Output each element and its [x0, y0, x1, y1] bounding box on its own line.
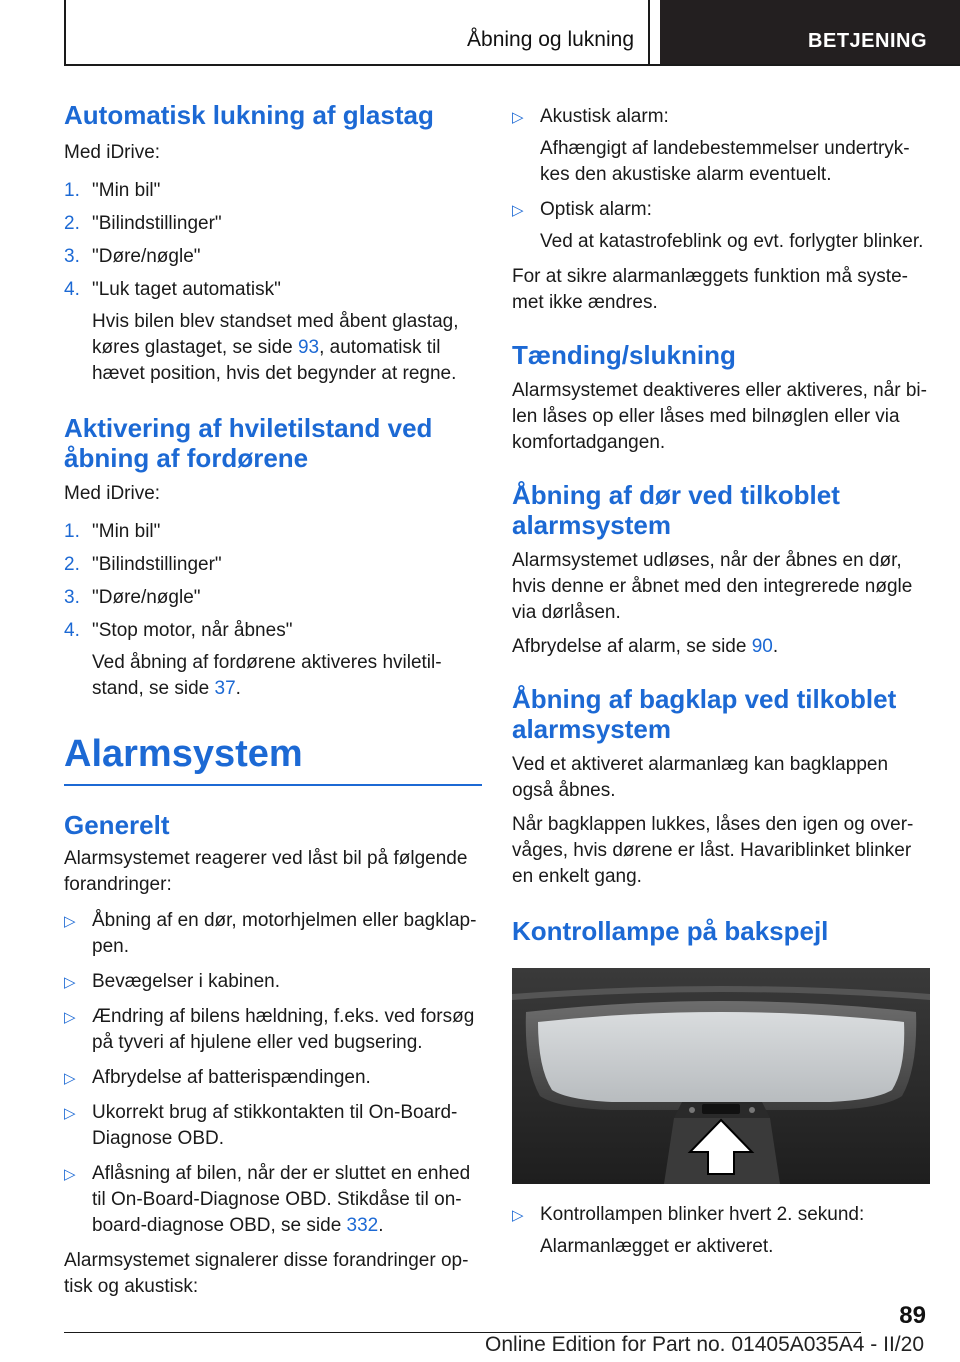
list-item: [64, 552, 482, 578]
page-link-93[interactable]: 93: [297, 337, 320, 358]
tailgate-text-1: Ved et aktiveret alarmanlæg kan bagklappen også åbnes.: [512, 754, 889, 801]
triangle-bullet-icon: ▷: [512, 109, 524, 126]
mirror-indicator-image: [512, 968, 930, 1184]
note-text: Hvis bilen blev standset med åbent glastag, køres glastaget, se side: [92, 311, 459, 358]
heading-line: Åbning af dør ved tilkoblet: [512, 480, 840, 510]
triangle-bullet-icon: ▷: [64, 1105, 76, 1122]
list-item: [64, 969, 482, 995]
header-chapter-title: Åbning og lukning: [467, 28, 634, 51]
step-number: 2.: [64, 554, 80, 575]
step-text: "Døre/nøgle": [92, 587, 201, 608]
page-number: 89: [899, 1302, 926, 1329]
list-item: [64, 1004, 482, 1056]
heading-indicator-lamp: Kontrollampe på bakspejl: [512, 916, 829, 946]
page-link-332[interactable]: 332: [346, 1215, 379, 1236]
step-note: [92, 309, 482, 387]
list-item: [512, 104, 930, 188]
bullet-text: Optisk alarm:: [540, 199, 652, 220]
chapter-heading-alarmsystem: Alarmsystem: [64, 733, 303, 775]
idrive-intro: Med iDrive:: [64, 483, 161, 504]
note-text: , automatisk til hævet position, hvis det begynder at regne.: [92, 337, 457, 384]
bullet-text: Åbning af en dør, motorhjelmen eller bagklap-pen.: [92, 910, 477, 957]
changes-list: [64, 908, 482, 1239]
note-text: Ved åbning af fordørene aktiveres hviletil-stand, se side: [92, 652, 442, 699]
list-item: [64, 519, 482, 545]
footer-edition: Online Edition for Part no. 01405A035A4 - II/20: [485, 1333, 924, 1356]
tailgate-text-2: Når bagklappen lukkes, låses den igen og over-våges, hvis dørene er låst. Havariblinket blinker en enkelt gang.: [512, 814, 914, 887]
heading-auto-close-sunroof: Automatisk lukning af glastag: [64, 100, 434, 130]
heading-line: Åbning af bagklap ved tilkoblet: [512, 684, 897, 714]
stop-alarm-text: [512, 634, 930, 660]
paragraph-text: .: [772, 636, 779, 657]
idrive-intro: Med iDrive:: [64, 142, 161, 163]
step-number: 1.: [64, 180, 80, 201]
step-number: 3.: [64, 246, 80, 267]
header-left-rule: [64, 0, 66, 66]
step-note: [92, 650, 482, 702]
step-text: "Min bil": [92, 521, 161, 542]
bullet-subtext: Alarmanlægget er aktiveret.: [540, 1236, 774, 1257]
triangle-bullet-icon: ▷: [64, 974, 76, 991]
function-note: For at sikre alarmanlæggets funktion må syste-met ikke ændres.: [512, 266, 908, 313]
bullet-text: Bevægelser i kabinen.: [92, 971, 280, 992]
triangle-bullet-icon: ▷: [64, 1009, 76, 1026]
bullet-text: Ukorrekt brug af stikkontakten til On-Board-Diagnose OBD.: [92, 1102, 458, 1149]
page-link-37[interactable]: 37: [214, 678, 236, 699]
bullet-text: Aflåsning af bilen, når der er sluttet en enhed til On-Board-Diagnose OBD. Stikdåse til on-board-diagnose OBD, se side: [92, 1163, 471, 1236]
list-item: [64, 1065, 482, 1091]
paragraph-text: Afbrydelse af alarm, se side: [512, 636, 752, 657]
list-item: [512, 197, 930, 255]
bullet-subtext: Afhængigt af landebestemmelser undertryk-kes den akustiske alarm eventuelt.: [540, 138, 910, 185]
bullet-text: .: [378, 1215, 384, 1236]
heading-general: Generelt: [64, 810, 170, 840]
heading-line: alarmsystem: [512, 510, 671, 540]
triangle-bullet-icon: ▷: [512, 1207, 524, 1224]
rearview-mirror-illustration: [512, 968, 930, 1184]
list-item: [64, 277, 482, 387]
page-link-90[interactable]: 90: [751, 636, 773, 657]
header-bottom-rule: [64, 64, 960, 66]
heading-line: Aktivering af hviletilstand ved: [64, 413, 433, 443]
step-text: "Bilindstillinger": [92, 213, 222, 234]
step-text: "Bilindstillinger": [92, 554, 222, 575]
general-intro: Alarmsystemet reagerer ved låst bil på følgende forandringer:: [64, 848, 468, 895]
on-off-text: Alarmsystemet deaktiveres eller aktiveres, når bi-len låses op eller låses med bilnøglen eller via komfortadgangen.: [512, 380, 927, 453]
chapter-heading-rule: [64, 784, 482, 786]
bullet-subtext: Ved at katastrofeblink og evt. forlygter blinker.: [540, 231, 924, 252]
door-opening-text: Alarmsystemet udløses, når der åbnes en dør, hvis denne er åbnet med den integrerede nøgle via dørlåsen.: [512, 550, 913, 623]
bullet-text: Ændring af bilens hældning, f.eks. ved forsøg på tyveri af hjulene eller ved bugsering.: [92, 1006, 475, 1053]
step-number: 1.: [64, 521, 80, 542]
header-section-label: BETJENING: [808, 30, 927, 52]
step-text: "Stop motor, når åbnes": [92, 620, 293, 641]
step-number: 3.: [64, 587, 80, 608]
general-outro: Alarmsystemet signalerer disse forandringer op-tisk og akustisk:: [64, 1250, 469, 1297]
header-section-tab: [660, 0, 960, 64]
list-item: [64, 1100, 482, 1152]
header-separator: [648, 0, 650, 66]
triangle-bullet-icon: ▷: [64, 1166, 76, 1183]
indicator-list: [512, 1202, 930, 1260]
step-number: 4.: [64, 279, 80, 300]
step-text: "Døre/nøgle": [92, 246, 201, 267]
note-text: .: [235, 678, 241, 699]
step-text: "Luk taget automatisk": [92, 279, 281, 300]
triangle-bullet-icon: ▷: [512, 202, 524, 219]
bullet-text: Akustisk alarm:: [540, 106, 669, 127]
list-item: [64, 585, 482, 611]
triangle-bullet-icon: ▷: [64, 913, 76, 930]
list-item: [512, 1202, 930, 1260]
heading-on-off: Tænding/slukning: [512, 340, 736, 370]
triangle-bullet-icon: ▷: [64, 1070, 76, 1087]
right-column: [512, 100, 930, 1269]
list-item: [64, 211, 482, 237]
list-item: [64, 618, 482, 702]
steps-list: [64, 178, 482, 387]
signal-list: [512, 104, 930, 255]
list-item: [64, 244, 482, 270]
step-number: 2.: [64, 213, 80, 234]
list-item: [64, 178, 482, 204]
heading-line: alarmsystem: [512, 714, 671, 744]
step-number: 4.: [64, 620, 80, 641]
heading-tailgate-opening: [512, 684, 930, 744]
list-item: [64, 1161, 482, 1239]
heading-line: åbning af fordørene: [64, 443, 309, 473]
heading-rest-mode: [64, 413, 482, 473]
steps-list: [64, 519, 482, 702]
step-text: "Min bil": [92, 180, 161, 201]
bullet-text: Afbrydelse af batterispændingen.: [92, 1067, 371, 1088]
left-column: [64, 100, 482, 1300]
heading-door-opening: [512, 480, 930, 540]
bullet-text: Kontrollampen blinker hvert 2. sekund:: [540, 1204, 865, 1225]
list-item: [64, 908, 482, 960]
